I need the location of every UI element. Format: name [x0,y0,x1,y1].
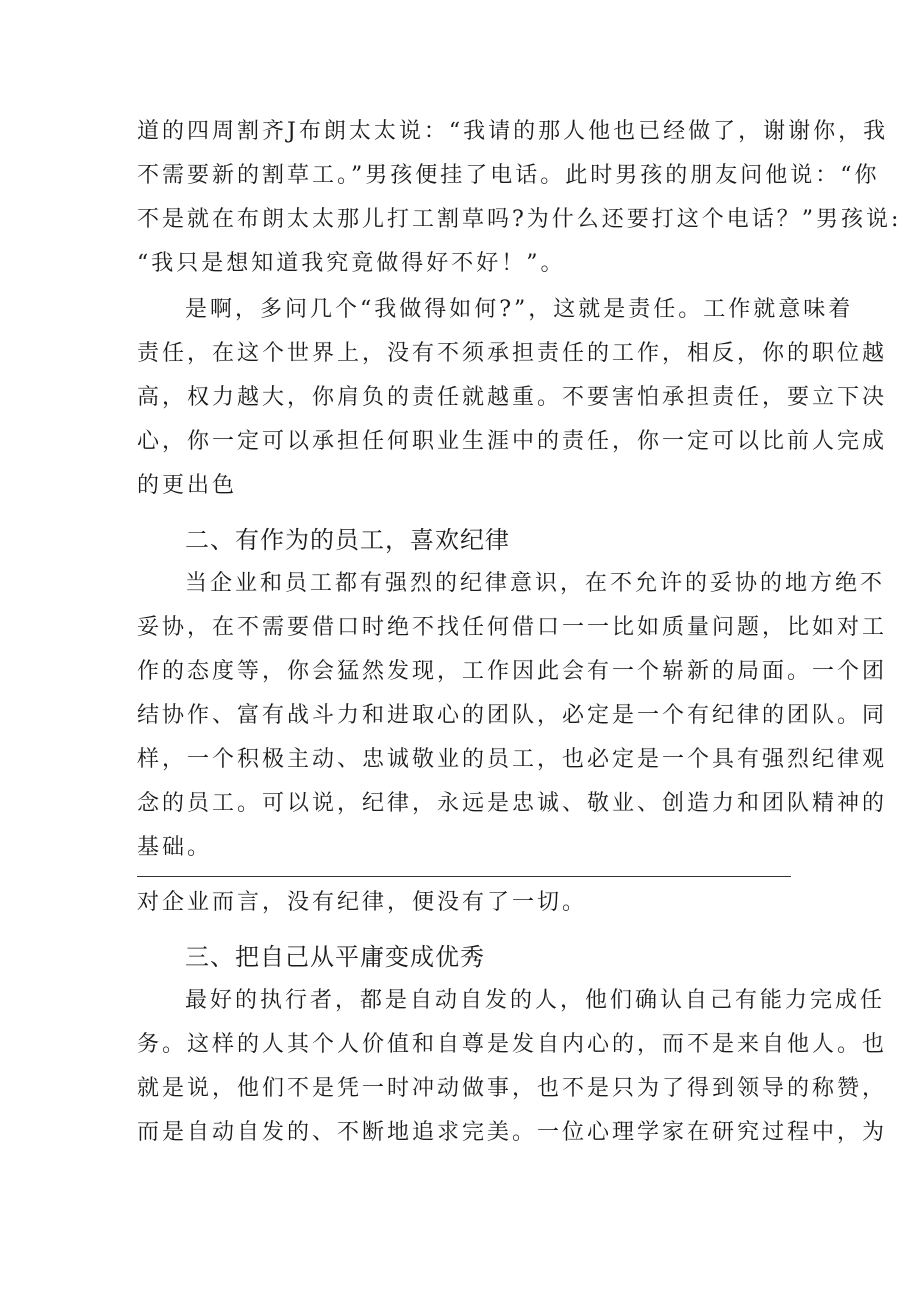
paragraph-3 [137,562,888,870]
paragraph-line: “我只是想知道我究竟做得好不好！”。 [137,251,566,276]
document-page [137,110,902,1155]
paragraph-line: 妥协，在不需要借口时绝不找任何借口一一比如质量问题，比如对工 [137,615,888,640]
paragraph-line: 是啊，多问几个“我做得如何?”，这就是责任。工作就意味着 [185,297,854,322]
paragraph-line: 念的员工。可以说，纪律，永远是忠诚、敬业、创造力和团队精神的 [137,791,888,816]
section-heading-2: 二、有作为的员工，喜欢纪律 [185,526,510,554]
paragraph-2 [137,288,888,508]
paragraph-line: 基础。 [137,835,213,860]
paragraph-line: 心，你一定可以承担任何职业生涯中的责任，你一定可以比前人完成 [137,429,888,454]
paragraph-line: 作的态度等，你会猛然发现，工作因此会有一个崭新的局面。一个团 [137,659,888,684]
paragraph-line: 高，权力越大，你肩负的责任就越重。不要害怕承担责任，要立下决 [137,385,888,410]
paragraph-line: 道的四周割齐J布朗太太说：“我请的那人他也已经做了，谢谢你，我 [137,119,889,144]
paragraph-4 [137,881,793,925]
paragraph-line: 不是就在布朗太太那儿打工割草吗?为什么还要打这个电话？”男孩说: [137,207,902,232]
paragraph-line: 的更出色 [137,473,238,498]
paragraph-line: 对企业而言，没有纪律，便没有了一切。 [137,890,588,915]
horizontal-divider [137,876,791,877]
paragraph-line: 样，一个积极主动、忠诚敬业的员工，也必定是一个具有强烈纪律观 [137,747,888,772]
paragraph-line: 不需要新的割草工。”男孩便挂了电话。此时男孩的朋友问他说：“你 [137,163,880,188]
paragraph-line: 而是自动自发的、不断地追求完美。一位心理学家在研究过程中，为 [137,1120,888,1145]
paragraph-1 [137,110,902,286]
paragraph-line: 当企业和员工都有强烈的纪律意识，在不允许的妥协的地方绝不 [185,571,886,596]
paragraph-line: 务。这样的人其个人价值和自尊是发自内心的，而不是来自他人。也 [137,1032,888,1057]
paragraph-line: 责任，在这个世界上，没有不须承担责任的工作，相反，你的职位越 [137,341,888,366]
paragraph-5 [137,979,888,1155]
section-heading-3: 三、把自己从平庸变成优秀 [185,943,485,971]
paragraph-line: 就是说，他们不是凭一时冲动做事，也不是只为了得到领导的称赞， [137,1076,888,1101]
paragraph-line: 最好的执行者，都是自动自发的人，他们确认自己有能力完成任 [185,988,886,1013]
paragraph-line: 结协作、富有战斗力和进取心的团队，必定是一个有纪律的团队。同 [137,703,888,728]
